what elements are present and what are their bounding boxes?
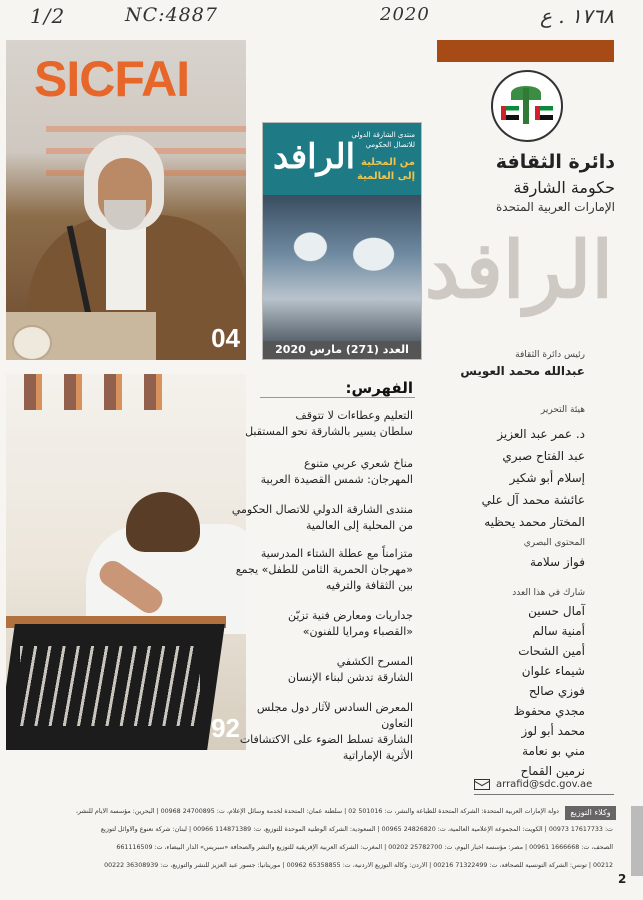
index-item-line: الشارقة تدشن لبناء الإنسان <box>287 671 413 684</box>
palm-trunk <box>523 88 529 124</box>
index-item-line: منتدى الشارقة الدولي للاتصال الحكومي <box>231 503 413 516</box>
index-item-line: الأثرية الإماراتية <box>342 749 413 762</box>
index-item-line: «مهرجان الحمرية الثامن للطفل» يجمع <box>235 563 413 576</box>
magazine-cover <box>262 122 422 360</box>
index-title: الفهرس: <box>345 379 413 397</box>
editorial-member: عائشة محمد آل علي <box>481 493 585 507</box>
calligraphy-photo <box>6 374 246 750</box>
index-item-line: جداريات ومعارض فنية تزيّن <box>287 609 413 622</box>
index-item[interactable] <box>223 608 413 640</box>
country-name: الإمارات العربية المتحدة <box>496 200 615 214</box>
podium-logo-icon <box>12 325 52 360</box>
distribution-side-strip <box>631 806 643 876</box>
decorative-ornament <box>24 374 184 410</box>
contributor: نرمين القماح <box>520 764 585 778</box>
contributor: مجدي محفوظ <box>513 704 585 718</box>
contributor: أمين الشحات <box>518 644 585 658</box>
index-item[interactable] <box>223 546 413 594</box>
org-name: دائرة الثقافة <box>495 151 615 173</box>
distribution-line: دولة الإمارات العربية المتحدة: الشركة المتحدة للطباعة والنشر، ت: 501016 02 | سلطنة عمان: المتحدة لخدمة وسائل الإعلام، ت: 24700895 00968 | البحرين: مؤسسة الأيام للنشر، <box>75 808 559 815</box>
index-item[interactable] <box>223 408 413 440</box>
cover-logo: الرافد <box>273 137 356 177</box>
calligraphy-strokes <box>20 646 200 726</box>
banner-text: SICFAI <box>34 51 190 107</box>
mail-icon <box>474 779 490 790</box>
contributor: شيماء علوان <box>521 664 585 678</box>
distribution-line: 00212 | تونس: الشركة التونسية للصحافة، ت: 71322499 00216 | الأردن: وكالة التوزيع الأردنية، ت: 65358855 00962 | موريتانيا: جسور عبد العزيز للنشر والتوزيع، ت: 36308939 00222 <box>104 862 613 869</box>
contributors-label: شارك في هذا العدد <box>512 588 585 598</box>
magazine-logo: الرافد <box>424 225 613 316</box>
issue-caption: العدد (271) مارس 2020 <box>263 341 421 359</box>
email-address: arrafid@sdc.gov.ae <box>496 779 593 790</box>
contributor: مني بو نعامة <box>522 744 585 758</box>
page-ref-badge: 04 <box>211 323 240 353</box>
visual-name: فواز سلامة <box>530 555 585 569</box>
handwritten-annotation-year: 2020 <box>380 4 430 25</box>
editorial-member: إسلام أبو شكير <box>509 471 585 485</box>
chief-label: رئيس دائرة الثقافة <box>515 350 585 360</box>
chief-name: عبدالله محمد العويس <box>460 364 585 378</box>
index-item-line: سلطان يسير بالشارقة نحو المستقبل <box>245 425 413 438</box>
index-item-line: المعرض السادس لآثار دول مجلس التعاون <box>256 701 413 730</box>
index-item-line: بين الثقافة والترفيه <box>325 579 413 592</box>
cover-line: منتدى الشارقة الدولي <box>351 131 415 139</box>
handwritten-annotation-code: NC:4887 <box>125 4 218 26</box>
index-item-line: متزامناً مع عطلة الشتاء المدرسية <box>260 547 413 560</box>
flag-left-icon <box>501 106 519 120</box>
government-name: حكومة الشارقة <box>513 178 615 197</box>
page-ref-badge: 92 <box>211 713 240 743</box>
editorial-member: المختار محمد يحظيه <box>484 515 585 529</box>
sharjah-emblem-icon <box>491 70 563 142</box>
index-item-line: «القصباء ومرايا للفنون» <box>302 625 413 638</box>
contributor: فوزي صالح <box>528 684 585 698</box>
person-shirt <box>106 220 146 310</box>
editorial-member: عبد الفتاح صبري <box>502 449 585 463</box>
editorial-member: د. عمر عبد العزيز <box>497 427 585 441</box>
index-item-line: المهرجان: شمس القصيدة العربية <box>260 473 413 486</box>
cover-photo <box>263 195 421 343</box>
editorial-label: هيئة التحرير <box>540 405 585 415</box>
index-item[interactable] <box>223 700 413 764</box>
page-number: 2 <box>618 872 627 886</box>
distribution-line: ت: 17617733 00973 | الكويت: المجموعة الإعلامية العالمية، ت: 24826820 00965 | السعودية: الشركة الوطنية الموحدة للتوزيع، ت: 114871389 00966 | لبنان: شركة نعنوع والأوائل لتوزيع <box>100 826 613 833</box>
index-item[interactable] <box>223 654 413 686</box>
cover-headline: من المحلية <box>361 157 415 168</box>
handwritten-annotation-issue: ١٧٦٨ . ع <box>540 4 614 28</box>
index-item[interactable] <box>223 502 413 534</box>
handwritten-annotation-fraction: 1/2 <box>30 4 66 28</box>
index-item[interactable] <box>223 456 413 488</box>
artist-head <box>126 492 200 552</box>
distribution-title: وكلاء التوزيع <box>565 806 616 820</box>
contact-email[interactable] <box>474 779 592 790</box>
distribution-line: الصحف، ت: 1666668 00961 | مصر: مؤسسة أخبار اليوم، ت: 25782700 00202 | المغرب: الشركة العربية الإفريقية للتوزيع والنشر والصحافة «سبريس» الدار البيضاء، ت: 661116509 <box>116 844 613 851</box>
speaker-photo <box>6 40 246 360</box>
index-item-line: من المحلية إلى العالمية <box>305 519 413 532</box>
contact-divider <box>474 794 614 795</box>
index-item-line: الشارقة تسلط الضوء على الاكتشافات <box>239 733 413 746</box>
index-item-line: المسرح الكشفي <box>336 655 413 668</box>
cover-line: للاتصال الحكومي <box>365 141 415 149</box>
contributor: أمنية سالم <box>532 624 585 638</box>
index-item-line: مناخ شعري عربي متنوع <box>304 457 413 470</box>
visual-label: المحتوى البصري <box>523 538 585 548</box>
index-item-line: التعليم وعطاءات لا تتوقف <box>295 409 413 422</box>
cover-headline: إلى العالمية <box>357 171 415 182</box>
header-bar <box>437 40 614 62</box>
flag-right-icon <box>535 106 553 120</box>
contributor: آمال حسين <box>528 604 585 618</box>
contributor: محمد أبو لوز <box>521 724 585 738</box>
index-divider <box>260 397 415 398</box>
